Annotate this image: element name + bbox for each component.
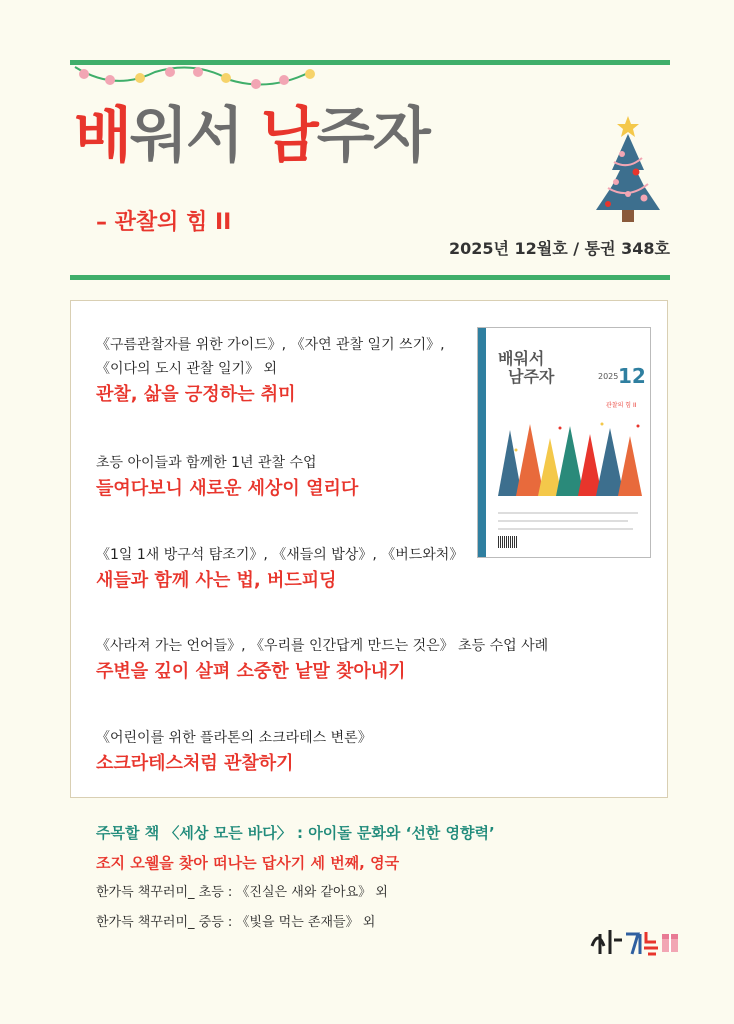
extra-item-2: 조지 오웰을 찾아 떠나는 답사기 세 번째, 영국 — [96, 854, 400, 872]
christmas-tree-icon — [588, 110, 670, 225]
item-subtext: 《이다의 도시 관찰 일기》 외 — [96, 361, 278, 377]
magazine-cover — [477, 327, 651, 558]
cover-text-line — [498, 512, 638, 514]
item-subtext: 《사라져 가는 언어들》, 《우리를 인간답게 만드는 것은》 초등 수업 사례 — [96, 638, 549, 654]
cover-subtitle: 관찰의 힘 II — [606, 402, 637, 409]
cover-text-line — [498, 528, 633, 530]
item-headline: 새들과 함께 사는 법, 버드피딩 — [96, 570, 337, 591]
cover-trees-illustration — [496, 420, 646, 502]
title-part4: 주자 — [316, 101, 429, 171]
title-part2: 워서 — [129, 101, 261, 171]
item-headline: 주변을 깊이 살펴 소중한 낱말 찾아내기 — [96, 661, 406, 682]
barcode-icon — [498, 536, 518, 548]
title-part1: 배 — [74, 101, 130, 171]
extra-item-3: 한가득 책꾸러미_ 초등 : 《진실은 새와 같아요》 외 — [96, 885, 388, 900]
item-subtext: 초등 아이들과 함께한 1년 관찰 수업 — [96, 455, 317, 471]
divider-bar — [70, 275, 670, 280]
magazine-title — [74, 98, 429, 174]
cover-month: 12 — [618, 364, 646, 388]
garland-icon — [70, 62, 320, 92]
cover-text-line — [498, 520, 628, 522]
item-subtext: 《1일 1새 방구석 탐조기》, 《새들의 밥상》, 《버드와처》 — [96, 547, 464, 563]
item-headline: 소크라테스처럼 관찰하기 — [96, 753, 294, 774]
cover-spine — [478, 328, 486, 558]
content-item-5 — [96, 726, 372, 778]
content-item-4 — [96, 634, 548, 686]
cover-title-line2: 남주자 — [508, 367, 555, 386]
issue-number: 2025년 12월호 / 통권 348호 — [448, 239, 670, 258]
content-item-3 — [96, 543, 463, 595]
content-item-1 — [96, 333, 445, 409]
publisher-logo — [588, 920, 682, 960]
content-item-2 — [96, 451, 358, 503]
item-subtext: 《구름관찰자를 위한 가이드》, 《자연 관찰 일기 쓰기》, — [96, 337, 445, 353]
item-subtext: 《어린이를 위한 플라톤의 소크라테스 변론》 — [96, 730, 372, 746]
publisher-logo-icon — [588, 920, 682, 960]
extra-item-4: 한가득 책꾸러미_ 중등 : 《빛을 먹는 존재들》 외 — [96, 915, 376, 930]
cover-year: 2025 — [598, 372, 619, 381]
item-headline: 들여다보니 새로운 세상이 열리다 — [96, 478, 359, 499]
issue-subtitle: – 관찰의 힘 II — [96, 210, 232, 235]
cover-title — [498, 350, 554, 386]
title-part3: 남 — [260, 101, 317, 171]
cover-title-line1: 배워서 — [498, 349, 545, 368]
extra-item-1: 주목할 책 〈세상 모든 바다〉 : 아이돌 문화와 ‘선한 영향력’ — [96, 824, 495, 842]
item-headline: 관찰, 삶을 긍정하는 취미 — [96, 384, 296, 405]
